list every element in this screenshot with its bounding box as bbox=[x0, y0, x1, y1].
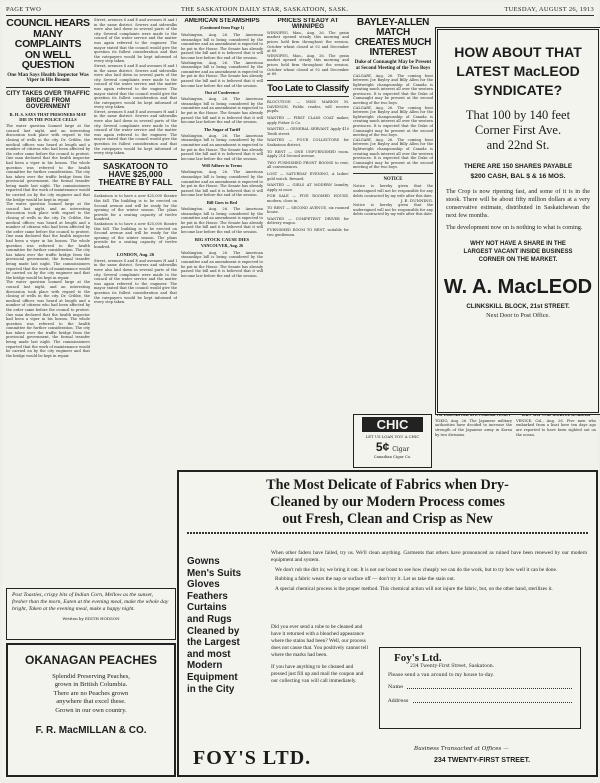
article-streets-body-3: Street, avenues S and E and avenues H and I in the same district. Sewers and sidewalks were also laid down in several parts of the city. Several complaints were made to the council of the water service and the matter was again referred to the engineer. The mayor stated that the council would give the question its fullest consideration and that the ratepayers would be kept informed of every step taken. bbox=[94, 109, 177, 156]
foys-service-item: Equipment bbox=[187, 671, 238, 683]
dateline-vancouver: VANCOUVER, Aug. 26 bbox=[200, 242, 244, 248]
deck-prisoners: R. H. S. SAYS THAT PRISONERS MAY DIE IN THE POLICE CELLS bbox=[9, 112, 87, 123]
peaches-line-3: There are no Peaches grown bbox=[53, 689, 129, 697]
peaches-line-1: Splendid Preserving Peaches, bbox=[52, 673, 130, 680]
classified-ad: WANTED — FOUR COLLECTORS for Saskatoon district. bbox=[267, 138, 349, 147]
foys-service-item: Cleaned by bbox=[187, 625, 240, 637]
notice-body-2: Notice is hereby given that the undersigned will not be responsible for any debts contracted by my wife after this date. bbox=[353, 203, 433, 217]
poem-credit: Written by EDITH HODSON bbox=[62, 616, 120, 621]
chic-cigar-label: Cigar bbox=[392, 446, 410, 453]
article-steamships-body-3: Washington, Aug. 26. The American steamships bill is being considered by the committee and an amendment is expected to be put in the House. The Senate has already passed the bill and it is believed that it will become law before the end of the session. bbox=[181, 97, 263, 125]
headline-theatre: SASKATOON TO HAVE $25,000 THEATRE BY FALL bbox=[98, 161, 173, 188]
coupon-name-label: Name bbox=[388, 684, 404, 690]
dateline-london: LONDON, Aug. 26 bbox=[116, 251, 155, 257]
poem-text: Post Toasties, crispy bits of Indian Corn, Mellow as the sunset, fresher than the morn, Eaten at the evening meal, make the whole day bright, Taken at the evening meal, make a happy night. bbox=[12, 592, 169, 612]
deck-duke: Duke of Connaught May be Present at Second Meeting of the Two Boys bbox=[354, 60, 432, 71]
article-council-body-3: The water question loomed large at the council last night, and an interesting discussion took place with regard to the closing of wells in the city. Dr. Cribbe, the medical officer, was heard at length and a number of citizens who had been affected by the order came before the council to protest. One man declared that the health inspector had been a viper in his bosom. The whole question was referred to the health committee for further consideration. The city has taken over the traffic bridge from the provincial government, the formal transfer being made last night. The commissioners reported that the work of maintenance would be carried on by the city engineer and that the bridge would be kept in repair. bbox=[6, 280, 90, 358]
ad-shares: THERE ARE 150 SHARES PAYABLE bbox=[463, 163, 573, 170]
article-ocean: VENICE, Cal., Aug. 26. Five men who embarked from a boat here ten days ago are reported to have been sighted out on the ocean. bbox=[516, 418, 596, 437]
ad-address: CLINKSKILL BLOCK, 21st STREET. bbox=[466, 303, 570, 310]
foys-service-item: in the City bbox=[187, 683, 235, 695]
foys-office-address: 234 TWENTY-FIRST STREET. bbox=[434, 757, 531, 764]
article-council-body-2: The water question loomed large at the council last night, and an interesting discussion took place with regard to the closing of wells in the city. Dr. Cribbe, the medical officer, was heard at length and a number of citizens who had been affected by the order came before the council to protest. One man declared that the health inspector had been a viper in his bosom. The whole question was referred to the health committee for further consideration. The city has taken over the traffic bridge from the provincial government, the formal transfer being made last night. The commissioners reported that the work of maintenance would be carried on by the city engineer and that the bridge would be kept in repair. bbox=[6, 202, 90, 280]
deck-council: One Man Says Health Inspector Was Viper in His Bosom bbox=[7, 71, 89, 84]
coupon-address-line: 234 Twenty-First Street, Saskatoon. bbox=[410, 664, 495, 669]
foys-service-item: Feathers bbox=[187, 590, 228, 602]
ad-next-door: Next Door to Post Office. bbox=[486, 312, 550, 319]
chic-name: CHIC bbox=[362, 417, 423, 432]
deck-continued: (Continued from Page 1) bbox=[199, 25, 245, 31]
news-japanese-army bbox=[435, 414, 512, 464]
news-ocean bbox=[516, 414, 596, 464]
page-number: PAGE TWO bbox=[6, 6, 42, 13]
ad-lot-street: and 22nd St. bbox=[486, 138, 550, 152]
article-steamships-body-2: Washington, Aug. 26. The American steamships bill is being considered by the committee and an amendment is expected to be put in the House. The Senate has already passed the bill and it is believed that it will become law before the end of the session. bbox=[181, 60, 263, 88]
foys-service-item: Modern bbox=[187, 660, 223, 672]
masthead bbox=[6, 5, 594, 16]
article-boxing-body-3: CALGARY, Aug. 26. The coming bout between Joe Bayley and Billy Allen for the lightweight championship of Canada is creating much interest all over the western provinces. It is expected that the Duke of Connaught may be present at the second meeting of the two boys. bbox=[353, 137, 433, 170]
foys-headline-3: out Fresh, Clean and Crisp as New bbox=[282, 511, 493, 527]
peaches-line-5: Grown in our own country. bbox=[55, 706, 127, 714]
foys-service-item: Curtains bbox=[187, 602, 227, 614]
article-london-body: Street, avenues S and E and avenues H and I in the same district. Sewers and sidewalks were also laid down in several parts of the city. Several complaints were made to the council of the water service and the matter was again referred to the engineer. The mayor stated that the council would give the question its fullest consideration and that the ratepayers would be kept informed of every step taken. bbox=[94, 258, 177, 305]
ad-question-line-2: LATEST MacLEOD bbox=[456, 63, 580, 79]
classified-list bbox=[267, 100, 349, 237]
article-winnipeg-body: WINNIPEG, Man., Aug. 26. The grain market opened steady this morning and prices held firm throughout the session. October wheat closed at 92 and December at 89. bbox=[267, 30, 349, 54]
foys-para-6: If you have anything to be cleaned and pressed just fill up and mail the coupon and our collecting van will call immediately. bbox=[271, 664, 364, 684]
chic-cigar-ad bbox=[353, 414, 432, 468]
foys-para-4: A special chemical process is the proper method. This chemical action will not injure the fabric, but, on the other hand, sterilizes it. bbox=[275, 586, 553, 593]
classified-ad: WANTED — FIRST CLASS COAT maker, apply Fisher & Co. bbox=[267, 116, 349, 125]
foys-service-item: Men's Suits bbox=[187, 567, 242, 579]
subhead-sugar: The Sugar of Tariff bbox=[203, 126, 241, 132]
classified-ad: LOST — SATURDAY EVENING, A ladies' gold watch. Reward. bbox=[267, 171, 349, 181]
foys-cleaning-ad bbox=[177, 470, 598, 777]
column-classifieds bbox=[267, 18, 349, 382]
foys-service-item: and most bbox=[187, 648, 231, 660]
peaches-line-4: anywhere that excel these. bbox=[56, 698, 126, 706]
article-steamships-body: Washington, Aug. 26. The American steamships bill is being considered by the committee and an amendment is expected to be put in the House. The Senate has already passed the bill and it is believed that it will become law before the end of the session. bbox=[181, 33, 263, 60]
article-theatre-body: Saskatoon is to have a new $25,000 theatre this fall. The building is to be erected on Second avenue and will be ready for the opening of the winter season. The plans provide for a seating capacity of twelve hundred. bbox=[94, 194, 177, 222]
article-japanese-army: TOKIO, Aug. 26. The Japanese military authorities have decided to increase the strength of the Japanese army in Korea by two divisions. bbox=[435, 418, 512, 437]
coupon-name-field[interactable] bbox=[407, 684, 572, 689]
ad-why-2: LARGEST VACANT INSIDE BUSINESS bbox=[463, 249, 573, 255]
notice-title: NOTICE bbox=[383, 176, 403, 182]
classified-ad: TO RENT — SECOND AVENUE, six roomed house. bbox=[267, 205, 349, 215]
notice-body: Notice is hereby given that the undersigned will not be responsible for any debts contracted by my wife after this date. bbox=[353, 184, 433, 198]
coupon-request: Please send a van around to my house to-day. bbox=[388, 673, 494, 678]
newspaper-page bbox=[2, 2, 598, 779]
ad-pitch: The Crop is now ripening fast, and some of it is in the stook. There will be about fifty million dollars at a very conservative estimate, distributed in Saskatchewan the next few months. bbox=[446, 188, 590, 219]
peaches-title: OKANAGAN PEACHES bbox=[24, 653, 157, 667]
ad-lot-size: That 100 by 140 feet bbox=[465, 108, 571, 122]
foys-para-3: Rubbing a fabric wears the nap or surface off — don't try it. Let us take the stain out. bbox=[275, 576, 456, 583]
foys-headline-2: Cleaned by our Modern Process comes bbox=[270, 494, 505, 510]
classified-ad: WANTED — COMPETENT DRIVER for delivery wagon. bbox=[267, 216, 349, 226]
peaches-seller: F. R. MacMILLAN & CO. bbox=[35, 725, 147, 737]
notice-signature: J. E. DUNNING. bbox=[400, 198, 433, 204]
peaches-line-2: grown in British Columbia. bbox=[54, 681, 128, 689]
article-theatre-body-2: Saskatoon is to have a new $25,000 theatre this fall. The building is to be erected on Second avenue and will be ready for the opening of the winter season. The plans provide for a seating capacity of twelve hundred. bbox=[94, 221, 177, 249]
headline-council: COUNCIL HEARS MANY COMPLAINTS ON WELL QUESTION bbox=[6, 18, 90, 71]
ad-question-line-3: SYNDICATE? bbox=[473, 82, 563, 98]
headline-japanese-army: TO INCREASE JAPANESE ARMY bbox=[436, 414, 511, 418]
column-steamships bbox=[181, 18, 263, 478]
foys-headline-1: The Most Delicate of Fabrics when Dry- bbox=[266, 477, 509, 493]
article-streets-body-2: Street, avenues S and E and avenues H and I in the same district. Sewers and sidewalks were also laid down in several parts of the city. Several complaints were made to the council of the water service and the matter was again referred to the engineer. The mayor stated that the council would give the question its fullest consideration and that the ratepayers would be kept informed of every step taken. bbox=[94, 63, 177, 110]
article-streets-body: Street, avenues S and E and avenues H and I in the same district. Sewers and sidewalks were also laid down in several parts of the city. Several complaints were made to the council of the water service and the matter was again referred to the engineer. The mayor stated that the council would give the question its fullest consideration and that the ratepayers would be kept informed of every step taken. bbox=[94, 18, 177, 64]
foys-service-item: Gowns bbox=[187, 556, 220, 567]
headline-winnipeg: PRICES STEADY AT WINNIPEG bbox=[277, 18, 339, 31]
column-council bbox=[6, 18, 90, 578]
coupon-title: Foy's Ltd. bbox=[394, 652, 442, 664]
article-winnipeg-body-2: WINNIPEG, Man., Aug. 26. The grain market opened steady this morning and prices held firm throughout the session. October wheat closed at 92 and December at 89. bbox=[267, 53, 349, 77]
foys-service-item: Gloves bbox=[187, 579, 220, 591]
coupon-address-label: Address bbox=[388, 698, 409, 704]
newspaper-title: THE SASKATOON DAILY STAR, SASKATOON, SASK. bbox=[181, 6, 349, 13]
classified-ad: TWO FURNISHED FRONT ROOMS to rent, all conveniences. bbox=[267, 160, 349, 170]
foys-para-5: Did you ever send a robe to be cleaned and have it returned with a bleached appearance where the stains had been? Well, our process does not cause that. You positively cannot tell where the marks had been. bbox=[271, 624, 368, 658]
subhead-conference: Out of Conference bbox=[204, 90, 240, 96]
foys-service-item: the Largest bbox=[187, 637, 240, 649]
headline-ocean: OUT ON THE OCEAN SAILING bbox=[521, 414, 591, 418]
ad-why-3: CORNER ON THE MARKET. bbox=[478, 257, 558, 263]
post-toasties-ad bbox=[6, 588, 176, 640]
foys-service-item: and Rugs bbox=[187, 613, 232, 625]
headline-too-late: Too Late to Classify bbox=[267, 82, 349, 94]
article-steamships-body-5: Washington, Aug. 26. The American steamships bill is being considered by the committee and an amendment is expected to be put in the House. The Senate has already passed the bill and it is believed that it will become law before the end of the session. bbox=[181, 170, 263, 198]
classified-ad: FURNISHED ROOM TO RENT, suitable for two gentlemen. bbox=[267, 227, 349, 237]
column-boxing bbox=[353, 18, 433, 410]
foys-services-list bbox=[187, 556, 259, 695]
article-steamships-body-6: Washington, Aug. 26. The American steamships bill is being considered by the committee and an amendment is expected to be put in the House. The Senate has already passed the bill and it is believed that it will become law before the end of the session. bbox=[181, 207, 263, 235]
coupon-address-field[interactable] bbox=[413, 698, 573, 703]
subhead-terms: Will Adhere to Terms bbox=[201, 163, 243, 169]
foys-office-label: Business Transacted at Offices — bbox=[414, 746, 509, 752]
article-steamships-body-4: Washington, Aug. 26. The American steamships bill is being considered by the committee and an amendment is expected to be put in the House. The Senate has already passed the bill and it is believed that it will become law before the end of the session. bbox=[181, 133, 263, 161]
foys-coupon[interactable] bbox=[379, 647, 581, 729]
subhead-stock: BIG STOCK CAUSE DIES bbox=[194, 236, 250, 242]
column-theatre bbox=[94, 18, 177, 584]
classified-ad: WANTED — GIRLS AT MODERN laundry. Apply at once. bbox=[267, 183, 349, 192]
foys-logo: FOY'S LTD. bbox=[193, 747, 312, 769]
macleod-syndicate-ad bbox=[435, 27, 600, 415]
headline-bridge: CITY TAKES OVER TRAFFIC BRIDGE FROM GOVERNMENT bbox=[6, 90, 90, 110]
ad-advertiser-name: W. A. MacLEOD bbox=[443, 276, 593, 298]
ad-question-line-1: HOW ABOUT THAT bbox=[454, 44, 582, 60]
ad-pitch-2: The development now on is nothing to what is coming. bbox=[446, 224, 583, 231]
ad-why-1: WHY NOT HAVE A SHARE IN THE bbox=[470, 241, 566, 247]
ad-lot-corner: Corner First Ave. bbox=[474, 123, 562, 137]
foys-para-1: When other faders have failed, try us. We'll clean anything. Garments that others have pronounced as ruined have been renewed by our modern equipment and system. bbox=[271, 550, 587, 563]
chic-tag: LET US LOAN YOU A CHIC bbox=[365, 434, 420, 439]
classified-ad: FOR SALE — FIVE ROOMED HOUSE, modern, close in. bbox=[267, 194, 349, 203]
ad-price: $200 CASH, BAL $ & 16 MOS. bbox=[470, 173, 566, 180]
classified-ad: WANTED — GENERAL SERVANT. Apply 410 Tenth street. bbox=[267, 127, 349, 136]
article-vancouver-body: Washington, Aug. 26. The American steamships bill is being considered by the committee and an amendment is expected to be put in the House. The Senate has already passed the bill and it is believed that it will become law before the end of the session. bbox=[181, 250, 263, 278]
classified-ad: BLOCUTION — MISS MARION M. DAVIDSON, Public reader, will receive pupils. bbox=[267, 100, 349, 114]
issue-date: TUESDAY, AUGUST 26, 1913 bbox=[504, 6, 594, 13]
okanagan-peaches-ad bbox=[6, 643, 176, 777]
article-boxing-body-2: CALGARY, Aug. 26. The coming bout between Joe Bayley and Billy Allen for the lightweight championship of Canada is creating much interest all over the western provinces. It is expected that the Duke of Connaught may be present at the second meeting of the two boys. bbox=[353, 105, 433, 138]
chic-price: 5¢ bbox=[375, 440, 390, 454]
classified-ad: TO RENT — ONE UNFURNISHED room. Apply 214 Second avenue. bbox=[267, 149, 349, 159]
subhead-bill: Bill Goes to Bed bbox=[206, 200, 238, 206]
article-boxing-body: CALGARY, Aug. 26. The coming bout between Joe Bayley and Billy Allen for the lightweight championship of Canada is creating much interest all over the western provinces. It is expected that the Duke of Connaught may be present at the second meeting of the two boys. bbox=[353, 73, 433, 106]
foys-para-2: We don't rub the dirt in; we bring it out. It is not our boast to see how cheaply we can do the work, but to try how well it can be done. bbox=[275, 566, 558, 573]
headline-steamships: AMERICAN STEAMSHIPS bbox=[184, 18, 260, 24]
headline-bayley-allen: BAYLEY-ALLEN MATCH CREATES MUCH INTEREST bbox=[354, 18, 432, 58]
chic-maker: Canadian Cigar Co. bbox=[373, 454, 412, 459]
article-council-body: The water question loomed large at the council last night, and an interesting discussion took place with regard to the closing of wells in the city. Dr. Cribbe, the medical officer, was heard at length and a number of citizens who had been affected by the order came before the council to protest. One man declared that the health inspector had been a viper in his bosom. The whole question was referred to the health committee for further consideration. The city has taken over the traffic bridge from the provincial government, the formal transfer being made last night. The commissioners reported that the work of maintenance would be carried on by the city engineer and that the bridge would be kept in repair. bbox=[6, 124, 90, 202]
